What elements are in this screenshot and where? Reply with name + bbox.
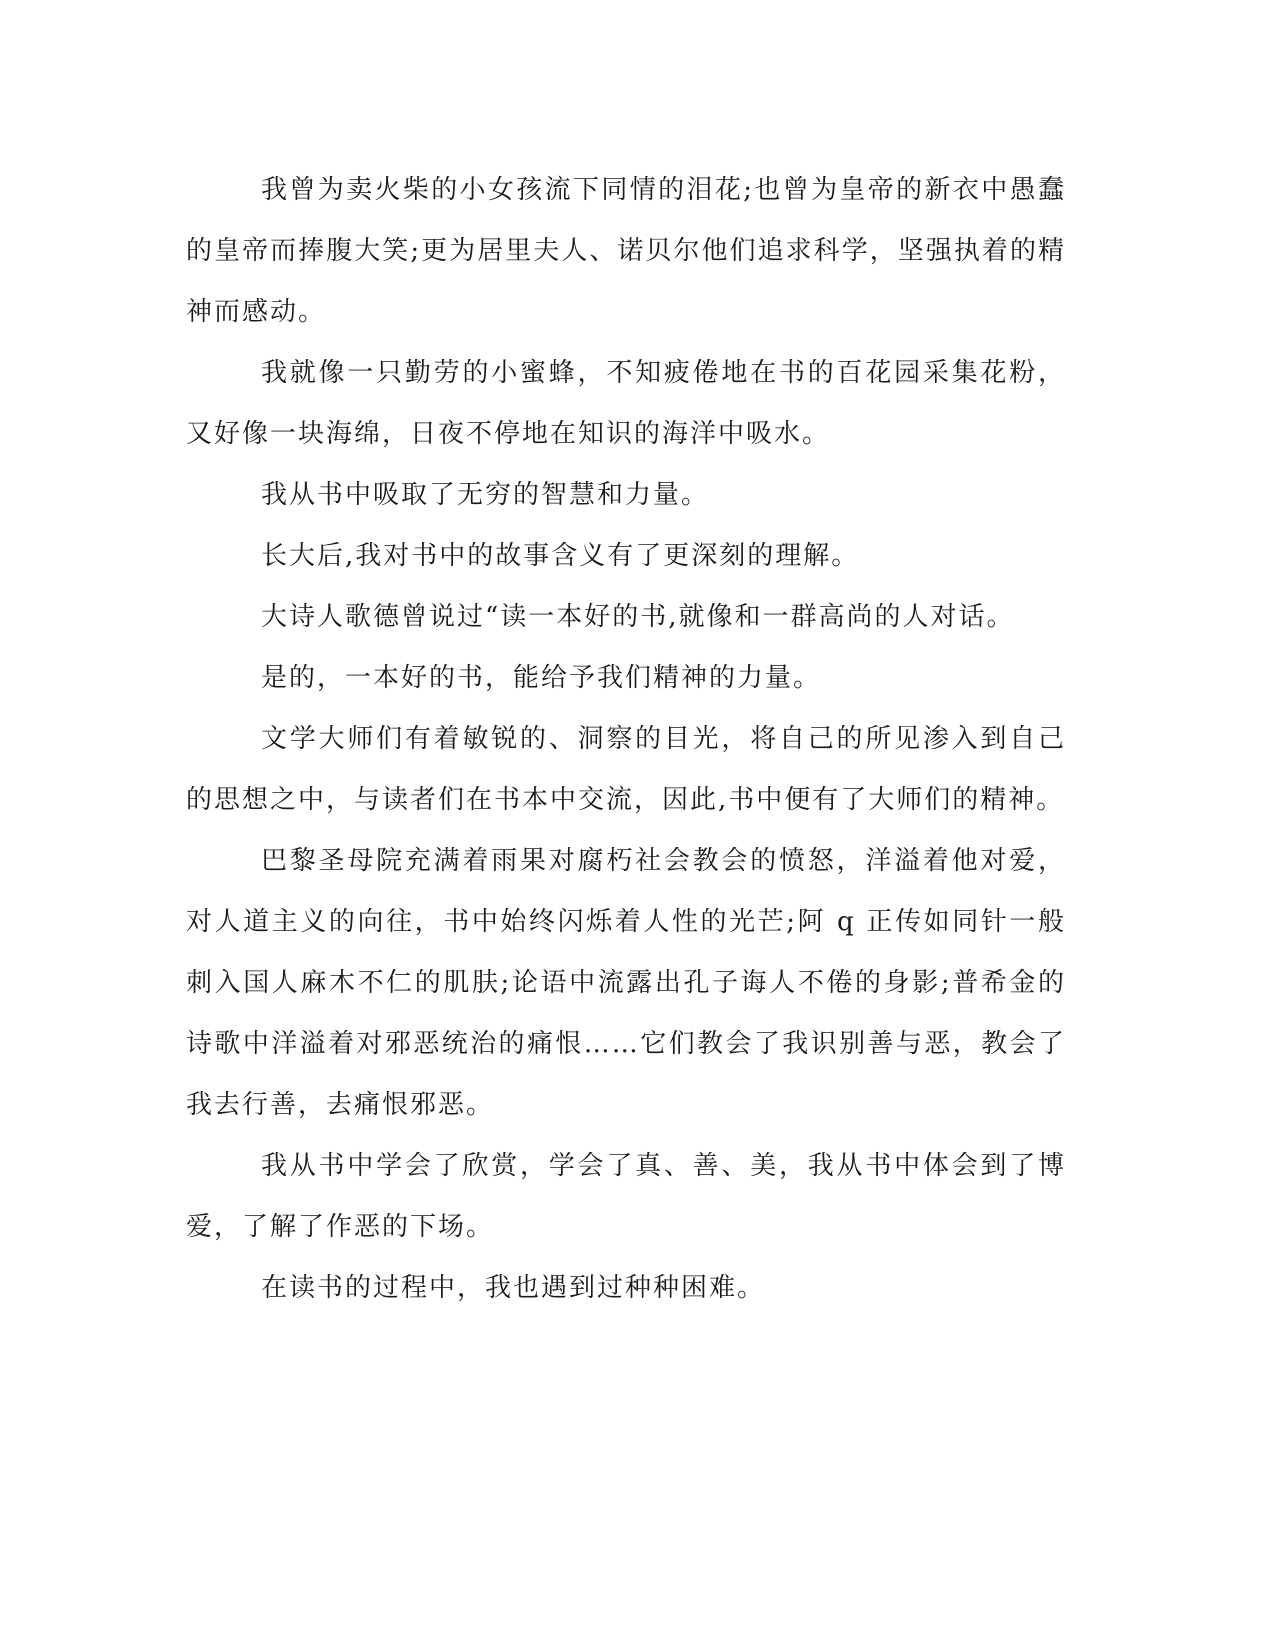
paragraph-5: 大诗人歌德曾说过“读一本好的书,就像和一群高尚的人对话。 — [261, 602, 1015, 632]
paragraph-7: 文学大师们有着敏锐的、洞察的目光，将自己的所见渗入到自己的思想之中，与读者们在书本中交流，因此,书中便有了大师们的精神。 — [186, 724, 1066, 815]
paragraph-10: 在读书的过程中，我也遇到过种种困难。 — [261, 1273, 766, 1303]
paragraph-9: 我从书中学会了欣赏，学会了真、善、美，我从书中体会到了博爱，了解了作恶的下场。 — [186, 1151, 1066, 1242]
document-body — [186, 160, 1066, 1319]
paragraph-6: 是的，一本好的书，能给予我们精神的力量。 — [261, 663, 822, 693]
paragraph-4: 长大后,我对书中的故事含义有了更深刻的理解。 — [261, 541, 860, 571]
paragraph-1: 我曾为卖火柴的小女孩流下同情的泪花;也曾为皇帝的新衣中愚蠢的皇帝而捧腹大笑;更为居里夫人、诺贝尔他们追求科学，坚强执着的精神而感动。 — [186, 175, 1066, 327]
paragraph-3: 我从书中吸取了无穷的智慧和力量。 — [261, 480, 710, 510]
paragraph-2: 我就像一只勤劳的小蜜蜂，不知疲倦地在书的百花园采集花粉，又好像一块海绵，日夜不停地在知识的海洋中吸水。 — [186, 358, 1066, 449]
paragraph-8: 巴黎圣母院充满着雨果对腐朽社会教会的愤怒，洋溢着他对爱，对人道主义的向往，书中始终闪烁着人性的光芒;阿 q 正传如同针一般刺入国人麻木不仁的肌肤;论语中流露出孔子诲人不倦的身影;普希金的诗歌中洋溢着对邪恶统治的痛恨……它们教会了我识别善与恶，教会了我去行善，去痛恨邪恶。 — [186, 846, 1066, 1120]
